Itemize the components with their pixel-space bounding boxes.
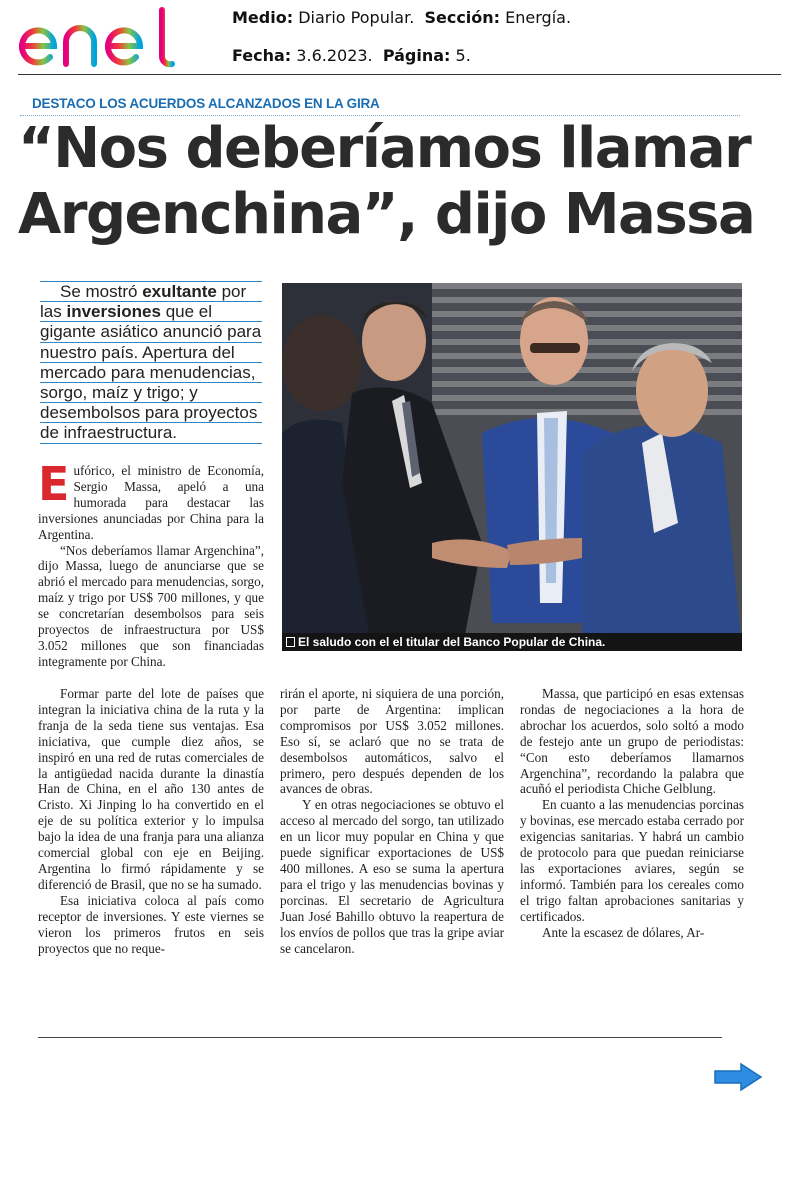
pagina-value: 5. bbox=[455, 46, 471, 65]
deck-line: de infraestructura. bbox=[40, 423, 262, 443]
pagina-label: Página: bbox=[382, 46, 451, 65]
column-paragraph: rirán el aporte, ni siquiera de una porción, por parte de Argentina: implican compromisos por US$ 3.052 millones. Eso sí, se aclaró que no se trata de desembolsos automáticos, salvo el primero, pero después dependen de los avances de obras. bbox=[280, 686, 504, 797]
deck-line: nuestro país. Apertura del bbox=[40, 343, 262, 363]
seccion-value: Energía. bbox=[505, 8, 572, 27]
header-divider bbox=[18, 74, 781, 75]
headline-line-1: “Nos deberíamos llamar bbox=[18, 116, 751, 181]
column-paragraph: En cuanto a las menudencias porcinas y bovinas, ese mercado estaba cerrado por exigencias sanitarias. Y habrá un cambio de protocolo para que puedan reiniciarse las exportaciones aviares, según se informó. También para los cereales como el trigo faltan aprobaciones sanitarias y certificados. bbox=[520, 797, 744, 924]
medio-label: Medio: bbox=[232, 8, 294, 27]
deck-line: gigante asiático anunció para bbox=[40, 322, 262, 342]
deck-line: las inversiones que el bbox=[40, 302, 262, 322]
article-column-3 bbox=[520, 686, 744, 941]
deck-line: mercado para menudencias, bbox=[40, 363, 262, 383]
deck-line: Se mostró exultante por bbox=[40, 281, 262, 302]
fecha-label: Fecha: bbox=[232, 46, 292, 65]
column-paragraph: Ante la escasez de dólares, Ar- bbox=[542, 924, 705, 940]
photo-handshake-illustration bbox=[282, 283, 742, 651]
article-column-1 bbox=[38, 686, 264, 956]
right-arrow-icon[interactable] bbox=[713, 1062, 763, 1092]
seccion-label: Sección: bbox=[424, 8, 501, 27]
camera-icon bbox=[286, 637, 295, 647]
column-paragraph: Y en otras negociaciones se obtuvo el acceso al mercado del sorgo, tan utilizado en un licor muy popular en China y que puede significar exportaciones de US$ 400 millones. A eso se suma la apertura para el trigo y las menudencias bovinas y porcinas. El secretario de Agricultura Juan José Bahillo obtuvo la reapertura de los envíos de pollos que tras la gripe aviar se cancelaron. bbox=[280, 797, 504, 956]
footer-divider bbox=[38, 1037, 722, 1038]
article-photo bbox=[282, 283, 742, 651]
headline-line-2: Argenchina”, dijo Massa bbox=[18, 182, 755, 247]
deck-line: sorgo, maíz y trigo; y bbox=[40, 383, 262, 403]
column-paragraph: Formar parte del lote de países que integran la iniciativa china de la ruta y la franja de la seda tiene sus ventajas. Esa iniciativa, que cumple diez años, se inspiró en una red de rutas comerciales de la antigüedad nacida durante la dinastía Han de China, en el año 130 antes de Cristo. Xi Jinping lo ha convertido en el eje de su política exterior y lo impulsa bajo la idea de una franja para una alianza comercial global con eje en Beijing. Argentina lo firmó rápidamente y se diferenció de Brasil, que no se ha sumado. bbox=[38, 686, 264, 892]
photo-caption: El saludo con el el titular del Banco Popular de China. bbox=[282, 633, 742, 651]
article-kicker: DESTACO LOS ACUERDOS ALCANZADOS EN LA GIRA bbox=[32, 96, 380, 111]
meta-medio-seccion bbox=[232, 8, 571, 27]
medio-value: Diario Popular. bbox=[298, 8, 415, 27]
column-paragraph: Esa iniciativa coloca al país como receptor de inversiones. Y este viernes se vieron los primeros frutos en seis proyectos que no reque- bbox=[38, 892, 264, 956]
dropcap: E bbox=[38, 457, 70, 511]
deck-line: desembolsos para proyectos bbox=[40, 403, 262, 423]
article-intro bbox=[38, 457, 264, 670]
article-headline bbox=[18, 116, 758, 248]
article-column-2 bbox=[280, 686, 504, 956]
article-deck bbox=[40, 281, 262, 444]
meta-fecha-pagina bbox=[232, 46, 471, 65]
enel-logo bbox=[16, 6, 180, 68]
fecha-value: 3.6.2023. bbox=[296, 46, 373, 65]
intro-paragraph-1: Eufórico, el ministro de Economía, Sergio Massa, apeló a una humorada para destacar las inversiones anunciadas por China para la Argentina. bbox=[38, 457, 264, 542]
intro-paragraph-2: “Nos deberíamos llamar Argenchina”, dijo Massa, luego de anunciarse que se abrió el mercado para menudencias, sorgo, maíz y trigo por US$ 700 millones, y que se concretarían desembolsos para seis proyectos de infraestructura por US$ 3.052 millones que son financiadas integramente por China. bbox=[38, 542, 264, 669]
column-paragraph: Massa, que participó en esas extensas rondas de negociaciones a la hora de abrochar los acuerdos, solo soltó a modo de festejo ante un grupo de periodistas: “Con esto deberíamos llamarnos Argenchina”, recordando la palabra que acuñó el periodista Chiche Gelblung. bbox=[520, 686, 744, 797]
